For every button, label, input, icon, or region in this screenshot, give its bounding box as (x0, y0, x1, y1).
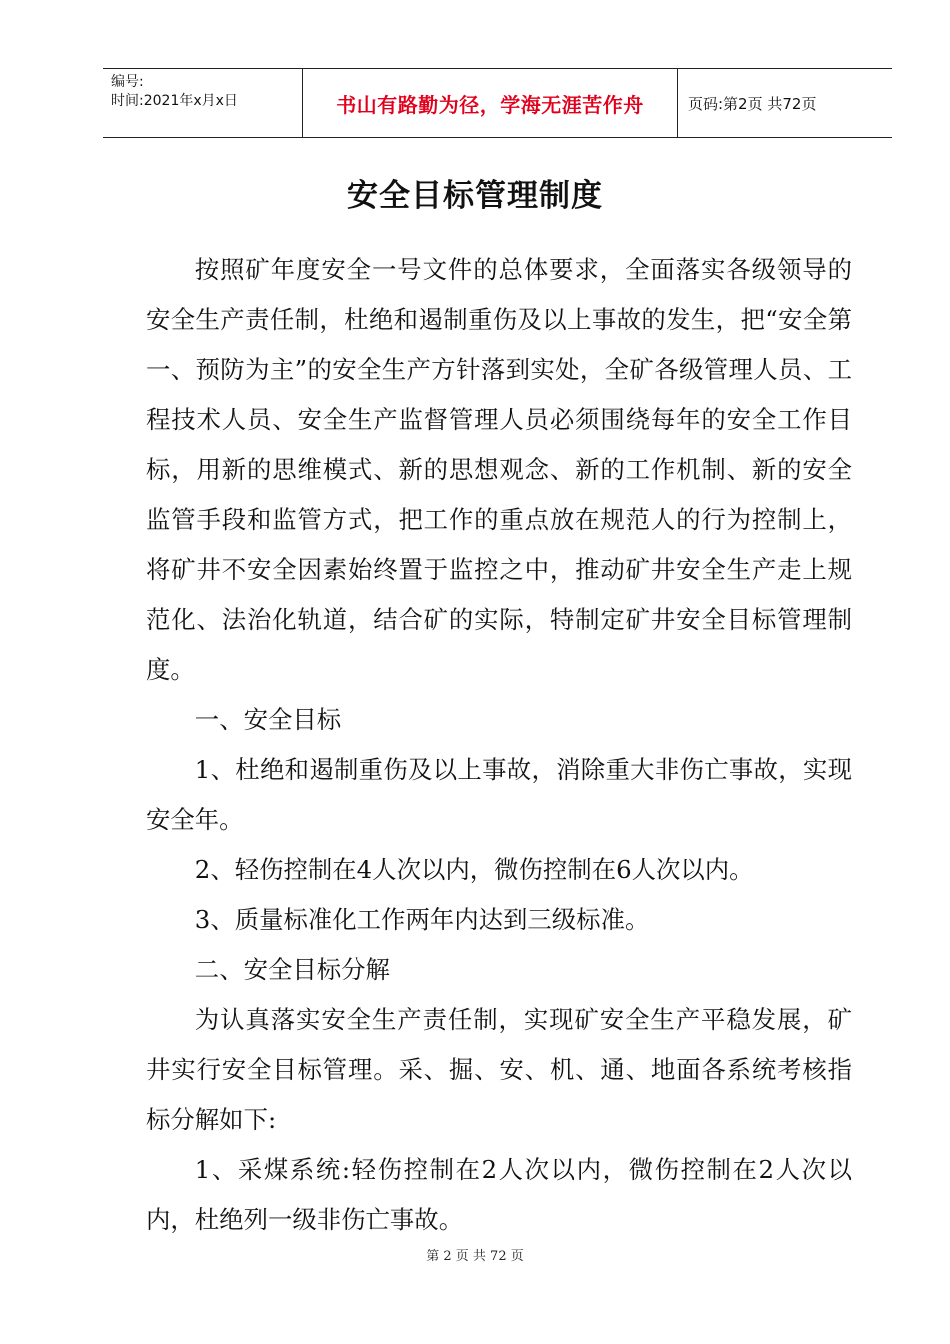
document-date: 时间:2021年x月x日 (111, 93, 238, 109)
body-paragraph: 3、质量标准化工作两年内达到三级标准。 (194, 905, 650, 934)
document-body (146, 245, 852, 1245)
body-paragraph: 1、采煤系统:轻伤控制在2人次以内，微伤控制在2人次以内，杜绝列一级非伤亡事故。 (146, 1155, 852, 1234)
section-heading: 二、安全目标分解 (194, 955, 390, 984)
body-paragraph: 1、杜绝和遏制重伤及以上事故，消除重大非伤亡事故，实现安全年。 (146, 755, 852, 834)
header-motto-cell (303, 69, 678, 137)
body-paragraph: 为认真落实安全生产责任制，实现矿安全生产平稳发展，矿井实行安全目标管理。采、掘、安、机、通、地面各系统考核指标分解如下: (146, 1005, 852, 1134)
page-header (103, 68, 892, 138)
document-number-label: 编号: (111, 74, 144, 90)
document-title: 安全目标管理制度 (347, 178, 603, 214)
body-paragraph: 按照矿年度安全一号文件的总体要求，全面落实各级领导的安全生产责任制，杜绝和遏制重伤及以上事故的发生，把“安全第一、预防为主”的安全生产方针落到实处，全矿各级管理人员、工程技术人员、安全生产监督管理人员必须围绕每年的安全工作目标，用新的思维模式、新的思想观念、新的工作机制、新的安全监管手段和监管方式，把工作的重点放在规范人的行为控制上，将矿井不安全因素始终置于监控之中，推动矿井安全生产走上规范化、法治化轨道，结合矿的实际，特制定矿井安全目标管理制度。 (146, 255, 852, 684)
header-page-info: 页码:第2页 共72页 (688, 94, 817, 113)
section-heading: 一、安全目标 (194, 705, 342, 734)
page-footer: 第 2 页 共 72 页 (426, 1249, 524, 1264)
body-paragraph: 2、轻伤控制在4人次以内，微伤控制在6人次以内。 (194, 855, 754, 884)
header-meta (103, 69, 303, 137)
header-motto: 书山有路勤为径，学海无涯苦作舟 (336, 92, 644, 117)
